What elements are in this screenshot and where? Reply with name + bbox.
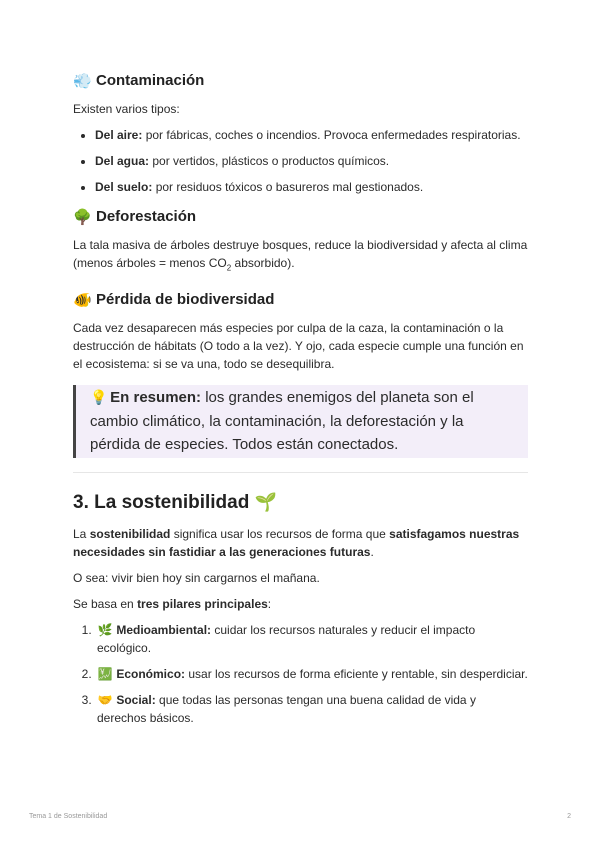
list-item — [95, 152, 528, 170]
callout-label: En resumen: — [110, 389, 202, 407]
herb-icon: 🌿 — [97, 623, 113, 638]
pillars-list — [73, 621, 528, 727]
lightbulb-icon: 💡 — [90, 390, 108, 407]
item-text: por residuos tóxicos o basureros mal gestionados. — [152, 180, 424, 194]
item-label: Del suelo: — [95, 180, 153, 194]
pollution-list — [73, 126, 528, 196]
paragraph: Existen varios tipos: — [73, 102, 180, 116]
item-label: Social: — [116, 693, 156, 708]
paragraph — [73, 525, 528, 561]
subscript: 2 — [226, 263, 232, 273]
text: significa usar los recursos de forma que — [170, 527, 390, 542]
tree-icon: 🌳 — [73, 208, 92, 226]
heading-deforestacion — [73, 206, 528, 228]
item-text: usar los recursos de forma eficiente y rentable, sin desperdiciar. — [185, 667, 528, 682]
divider — [73, 472, 528, 473]
paragraph — [73, 236, 528, 277]
heading-text: Deforestación — [96, 208, 197, 225]
summary-callout — [73, 385, 528, 458]
callout-text: los grandes enemigos del planeta son el cambio climático, la contaminación, la deforestación y la pérdida de especies. Todos están conectados. — [90, 389, 474, 454]
dash-wind-icon: 💨 — [73, 72, 92, 90]
text: La tala masiva de árboles destruye bosques, reduce la biodiversidad y afecta al clima (menos árboles = menos CO — [73, 238, 528, 270]
item-text: por vertidos, plásticos o productos químicos. — [149, 154, 390, 168]
paragraph: Cada vez desaparecen más especies por culpa de la caza, la contaminación o la destrucción de hábitats (O todo a la vez). Y ojo, cada especie cumple una función en el ecosistema: si se va una, todo se desequilibra. — [73, 321, 524, 372]
item-label: Del aire: — [95, 128, 143, 142]
heading-text: Contaminación — [96, 72, 205, 89]
bold-text: satisfagamos nuestras necesidades sin fastidiar a las generaciones futuras — [73, 527, 520, 560]
heading-contaminacion — [73, 70, 528, 92]
bold-text: sostenibilidad — [89, 527, 171, 542]
text: . — [370, 545, 374, 560]
list-item — [95, 126, 528, 144]
paragraph: O sea: vivir bien hoy sin cargarnos el mañana. — [73, 571, 320, 586]
text: Se basa en — [73, 597, 138, 612]
item-text: que todas las personas tengan una buena calidad de vida y derechos básicos. — [97, 693, 476, 726]
item-label: Económico: — [116, 667, 186, 682]
chart-yen-icon: 💹 — [97, 667, 113, 682]
handshake-icon: 🤝 — [97, 693, 113, 708]
item-label: Del agua: — [95, 154, 150, 168]
footer-title: Tema 1 de Sostenibilidad — [29, 813, 108, 820]
document-page — [73, 70, 528, 735]
list-item — [95, 691, 528, 727]
section-title-text: 3. La sostenibilidad — [73, 492, 250, 514]
list-item — [95, 178, 528, 196]
list-item — [95, 665, 528, 683]
item-text: cuidar los recursos naturales y reducir el impacto ecológico. — [97, 623, 476, 656]
list-item — [95, 621, 528, 657]
text: : — [267, 597, 272, 612]
text: absorbido). — [231, 256, 295, 270]
heading-biodiversidad — [73, 289, 528, 311]
fish-icon: 🐠 — [73, 291, 92, 310]
paragraph — [73, 595, 528, 613]
text: La — [73, 527, 90, 542]
seedling-icon: 🌱 — [254, 492, 278, 514]
page-footer — [29, 813, 571, 820]
section-title — [73, 489, 528, 517]
heading-text: Pérdida de biodiversidad — [96, 291, 275, 309]
page-number: 2 — [567, 813, 571, 820]
bold-text: tres pilares principales — [137, 597, 268, 612]
item-text: por fábricas, coches o incendios. Provoca enfermedades respiratorias. — [142, 128, 521, 142]
item-label: Medioambiental: — [116, 623, 212, 638]
